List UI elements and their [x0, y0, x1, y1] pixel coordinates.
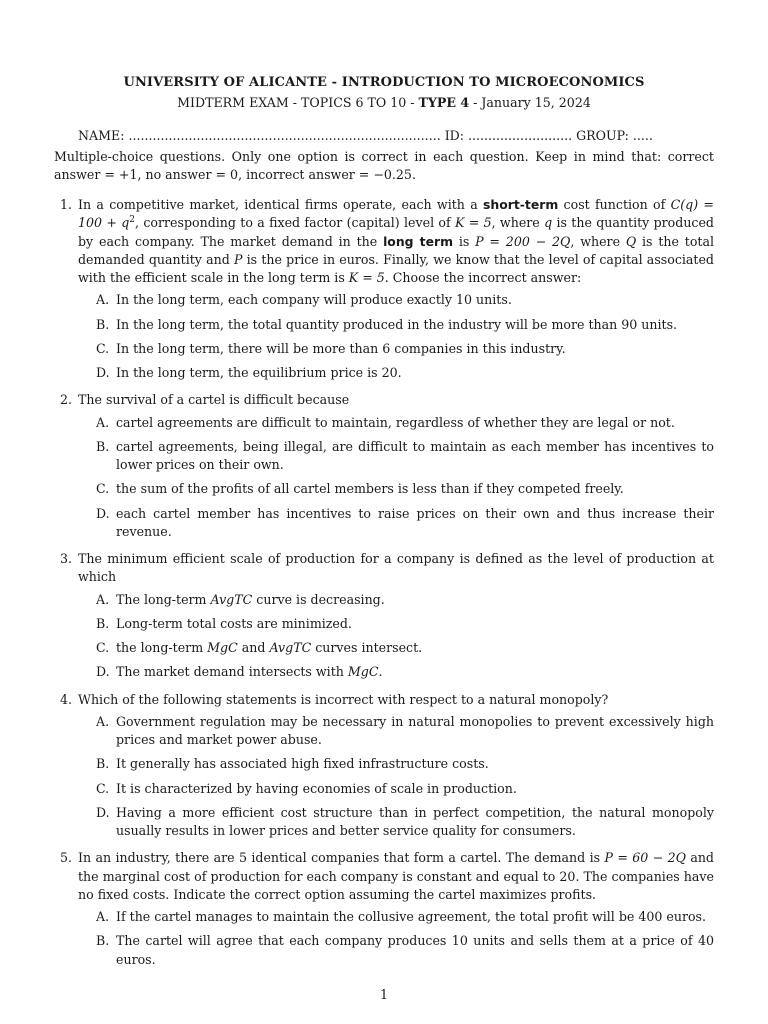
answer-option[interactable]: [78, 364, 714, 382]
q-emphasis: long term: [383, 233, 453, 249]
page-number: 1: [379, 987, 388, 1002]
option-text: curves intersect.: [311, 640, 423, 655]
math-expression: MgC: [207, 640, 238, 655]
math-expression: Q: [625, 233, 637, 249]
option-text: each cartel member has incentives to raise prices on their own and thus increase their revenue.: [116, 505, 714, 539]
option-letter: B.: [96, 615, 110, 631]
question-text: Which of the following statements is incorrect with respect to a natural monopoly?: [78, 691, 609, 707]
subtitle-type: TYPE 4: [418, 95, 470, 110]
question-text: The survival of a cartel is difficult because: [78, 392, 350, 408]
option-text: the sum of the profits of all cartel members is less than if they competed freely.: [116, 481, 624, 497]
option-text: Having a more efficient cost structure than in perfect competition, the natural monopoly usually results in lower prices and better service quality for consumers.: [116, 804, 714, 838]
option-text: .: [378, 664, 383, 680]
answer-options: [78, 591, 714, 682]
math-expression: q: [544, 215, 553, 231]
q-text-part: is the quantity produced by each company. The market demand in the: [78, 215, 714, 249]
q-text-part: cost function of: [558, 197, 671, 212]
q-text-part: , corresponding to a fixed factor (capital) level of: [135, 215, 455, 231]
q-text-part: . Choose the incorrect answer:: [384, 270, 582, 285]
math-expression: P = 60 − 2Q: [604, 850, 686, 866]
answer-options: [78, 908, 714, 969]
question-text: [78, 849, 714, 904]
question-1: [54, 196, 714, 382]
option-text: the long-term: [116, 640, 208, 655]
q-emphasis: short-term: [483, 197, 559, 212]
math-expression: P: [233, 251, 243, 267]
question-number: 3.: [60, 551, 73, 566]
option-letter: C.: [96, 481, 110, 497]
option-letter: C.: [96, 340, 110, 356]
answer-option[interactable]: [78, 480, 714, 498]
option-text: cartel agreements, being illegal, are difficult to maintain as each member has incentives to lower prices on their own.: [116, 438, 714, 472]
math-expression: MgC: [347, 664, 379, 680]
answer-option[interactable]: [78, 438, 714, 475]
option-letter: A.: [96, 414, 110, 430]
q-text-part: is the total demanded quantity and: [78, 233, 715, 267]
exam-title: UNIVERSITY OF ALICANTE - INTRODUCTION TO MICROECONOMICS: [123, 75, 645, 90]
option-text: The cartel will agree that each company produces 10 units and sells them at a price of 40 euros.: [116, 933, 714, 967]
option-letter: B.: [96, 316, 110, 332]
question-list: [54, 196, 714, 978]
option-text: In the long term, each company will produce exactly 10 units.: [116, 292, 512, 308]
answer-options: [78, 291, 714, 382]
answer-option[interactable]: [78, 591, 714, 609]
q-text-part: is the price in euros. Finally, we know that the level of capital associated with the efficient scale in the long term is: [78, 251, 714, 285]
option-text: cartel agreements are difficult to maintain, regardless of whether they are legal or not.: [116, 414, 675, 430]
option-letter: C.: [96, 780, 110, 796]
option-letter: D.: [96, 365, 110, 380]
option-letter: A.: [96, 713, 110, 729]
answer-options: [78, 713, 714, 841]
answer-option[interactable]: [78, 932, 714, 969]
math-expression: K = 5: [454, 215, 492, 231]
answer-option[interactable]: [78, 713, 714, 750]
answer-option[interactable]: [78, 780, 714, 798]
math-expression: AvgTC: [210, 591, 253, 607]
question-text: The minimum efficient scale of production for a company is defined as the level of production at which: [78, 551, 714, 585]
question-number: 4.: [60, 691, 73, 707]
question-3: [54, 550, 714, 682]
option-letter: A.: [96, 909, 110, 924]
option-text: Long-term total costs are minimized.: [116, 615, 352, 631]
answer-option[interactable]: [78, 505, 714, 542]
option-text: In the long term, there will be more than 6 companies in this industry.: [116, 340, 566, 356]
answer-option[interactable]: [78, 316, 714, 334]
option-letter: A.: [96, 292, 110, 308]
option-text: curve is decreasing.: [252, 591, 385, 607]
option-text: If the cartel manages to maintain the collusive agreement, the total profit will be 400 euros.: [116, 909, 707, 924]
answer-option[interactable]: [78, 755, 714, 773]
option-letter: D.: [96, 664, 110, 680]
name-id-group-line: NAME: .............................................................................. ID: .......................... GROUP: .....: [78, 128, 653, 143]
instructions: Multiple-choice questions. Only one option is correct in each question. Keep in mind that: correct answer = +1, no answer = 0, incorrect answer = −0.25.: [54, 149, 714, 183]
answer-option[interactable]: [78, 908, 714, 926]
q-text-part: , where: [570, 233, 626, 249]
question-number: 2.: [60, 392, 73, 408]
answer-option[interactable]: [78, 340, 714, 358]
option-text: It is characterized by having economies of scale in production.: [116, 780, 517, 796]
option-letter: D.: [96, 804, 110, 820]
question-text: In a competitive market, identical firms operate, each with a short-term cost function of $C(q) = 100 + q^2$, corresponding to a fixed factor (capital) level of K = 5, where q is the quantity produced by each company. The market demand in the long term is P = 200 − 2Q, where Q is the total demanded quantity and P is the price in euros. Finally, we know that the level of capital associated with the efficient scale in the long term is K = 5. Choose the incorrect answer:: [78, 197, 715, 285]
answer-options: [78, 414, 714, 542]
answer-option[interactable]: [78, 639, 714, 657]
option-text: It generally has associated high fixed infrastructure costs.: [116, 756, 489, 772]
question-4: [54, 691, 714, 841]
answer-option[interactable]: [78, 804, 714, 841]
option-text: and: [237, 640, 270, 655]
option-text: In the long term, the total quantity produced in the industry will be more than 90 units.: [116, 316, 678, 332]
option-letter: B.: [96, 756, 110, 772]
option-letter: D.: [96, 505, 110, 521]
subtitle-prefix: MIDTERM EXAM - TOPICS 6 TO 10 -: [177, 95, 419, 110]
option-text: In the long term, the equilibrium price is 20.: [116, 365, 402, 380]
answer-option[interactable]: [78, 615, 714, 633]
math-expression: K = 5: [348, 270, 385, 285]
q-text-part: In a competitive market, identical firms operate, each with a: [78, 197, 484, 212]
subtitle-date: - January 15, 2024: [469, 95, 591, 110]
question-5: [54, 849, 714, 969]
math-expression: P = 200 − 2Q: [475, 233, 571, 249]
math-expression: C(q) = 100 + q: [78, 197, 714, 231]
q-text-part: In an industry, there are 5 identical companies that form a cartel. The demand is: [78, 850, 605, 866]
option-text: The market demand intersects with: [116, 664, 348, 680]
option-letter: C.: [96, 640, 110, 655]
option-text: The long-term: [116, 591, 211, 607]
q-text-part: is: [453, 233, 476, 249]
question-number: 5.: [60, 850, 73, 866]
q-text-part: and the marginal cost of production for each company is constant and equal to 20. The companies have no fixed costs. Indicate the correct option assuming the cartel maximizes profits.: [78, 850, 714, 902]
answer-option[interactable]: [78, 414, 714, 432]
q-text-part: , where: [491, 215, 545, 231]
question-number: 1.: [60, 197, 73, 212]
option-letter: B.: [96, 438, 110, 454]
exam-subtitle: [0, 94, 768, 112]
answer-option[interactable]: [78, 663, 714, 681]
option-letter: A.: [96, 591, 110, 607]
option-letter: B.: [96, 933, 110, 949]
option-text: Government regulation may be necessary in natural monopolies to prevent excessively high prices and market power abuse.: [116, 713, 714, 747]
question-2: [54, 391, 714, 541]
math-expression: AvgTC: [269, 640, 312, 655]
answer-option[interactable]: [78, 291, 714, 309]
